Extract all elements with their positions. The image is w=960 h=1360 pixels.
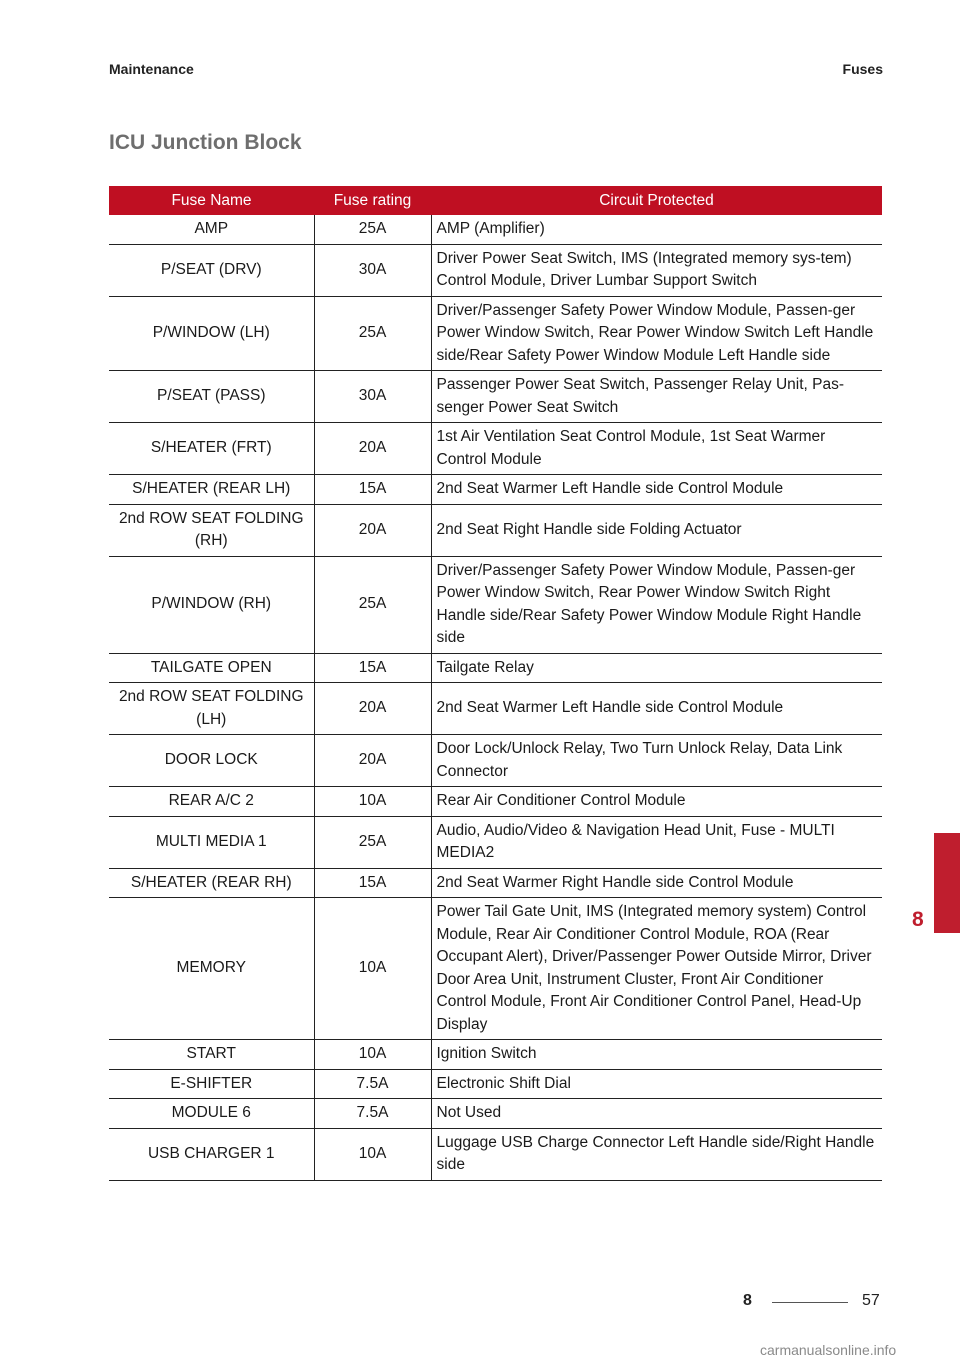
table-row xyxy=(109,816,882,868)
fuse-name-cell: AMP xyxy=(109,215,314,244)
fuse-rating-cell: 10A xyxy=(314,787,431,817)
table-row xyxy=(109,371,882,423)
fuse-rating-cell: 15A xyxy=(314,653,431,683)
fuse-name-cell: DOOR LOCK xyxy=(109,735,314,787)
footer-chapter: 8 xyxy=(743,1292,752,1309)
circuit-cell: Driver/Passenger Safety Power Window Module, Passen-ger Power Window Switch, Rear Power Window Switch Right Handle side/Rear Safety Power Window Module Right Handle side xyxy=(431,556,882,653)
fuse-rating-cell: 25A xyxy=(314,215,431,244)
circuit-cell: Ignition Switch xyxy=(431,1040,882,1070)
circuit-cell: Driver/Passenger Safety Power Window Module, Passen-ger Power Window Switch, Rear Power Window Switch Left Handle side/Rear Safety Power Window Module Left Handle side xyxy=(431,296,882,371)
circuit-cell: Audio, Audio/Video & Navigation Head Unit, Fuse - MULTI MEDIA2 xyxy=(431,816,882,868)
fuse-rating-cell: 25A xyxy=(314,296,431,371)
table-row xyxy=(109,1040,882,1070)
circuit-cell: Driver Power Seat Switch, IMS (Integrated memory sys-tem) Control Module, Driver Lumbar Support Switch xyxy=(431,244,882,296)
table-row xyxy=(109,1128,882,1180)
col-header-fuse-name: Fuse Name xyxy=(109,186,314,215)
fuse-rating-cell: 20A xyxy=(314,735,431,787)
header-topic: Fuses xyxy=(842,61,883,77)
table-row xyxy=(109,735,882,787)
table-row xyxy=(109,296,882,371)
fuse-name-cell: E-SHIFTER xyxy=(109,1069,314,1099)
fuse-name-cell: P/SEAT (PASS) xyxy=(109,371,314,423)
table-row xyxy=(109,423,882,475)
circuit-cell: Door Lock/Unlock Relay, Two Turn Unlock Relay, Data Link Connector xyxy=(431,735,882,787)
fuse-name-cell: MODULE 6 xyxy=(109,1099,314,1129)
table-row xyxy=(109,787,882,817)
table-row xyxy=(109,556,882,653)
col-header-circuit: Circuit Protected xyxy=(431,186,882,215)
circuit-cell: 2nd Seat Warmer Left Handle side Control Module xyxy=(431,475,882,505)
fuse-name-cell: 2nd ROW SEAT FOLDING (RH) xyxy=(109,504,314,556)
col-header-fuse-rating: Fuse rating xyxy=(314,186,431,215)
fuse-name-cell: S/HEATER (REAR LH) xyxy=(109,475,314,505)
table-header-row xyxy=(109,186,882,215)
fuse-name-cell: P/SEAT (DRV) xyxy=(109,244,314,296)
fuse-name-cell: P/WINDOW (RH) xyxy=(109,556,314,653)
circuit-cell: Luggage USB Charge Connector Left Handle side/Right Handle side xyxy=(431,1128,882,1180)
circuit-cell: Power Tail Gate Unit, IMS (Integrated memory system) Control Module, Rear Air Conditioner Control Module, ROA (Rear Occupant Alert), Driver/Passenger Power Outside Mirror, Driver Door Area Unit, Instrument Cluster, Front Air Conditioner Control Module, Front Air Conditioner Control Panel, Head-Up Display xyxy=(431,898,882,1040)
chapter-tab xyxy=(934,833,960,933)
fuse-name-cell: P/WINDOW (LH) xyxy=(109,296,314,371)
table-row xyxy=(109,868,882,898)
fuse-rating-cell: 20A xyxy=(314,683,431,735)
fuse-rating-cell: 20A xyxy=(314,423,431,475)
circuit-cell: AMP (Amplifier) xyxy=(431,215,882,244)
table-row xyxy=(109,504,882,556)
circuit-cell: Not Used xyxy=(431,1099,882,1129)
table-row xyxy=(109,1069,882,1099)
fuse-name-cell: MEMORY xyxy=(109,898,314,1040)
footer-divider xyxy=(772,1302,848,1303)
fuse-rating-cell: 20A xyxy=(314,504,431,556)
fuse-name-cell: USB CHARGER 1 xyxy=(109,1128,314,1180)
fuse-name-cell: TAILGATE OPEN xyxy=(109,653,314,683)
fuse-name-cell: START xyxy=(109,1040,314,1070)
fuse-rating-cell: 7.5A xyxy=(314,1099,431,1129)
fuse-name-cell: MULTI MEDIA 1 xyxy=(109,816,314,868)
circuit-cell: 2nd Seat Warmer Left Handle side Control Module xyxy=(431,683,882,735)
table-row xyxy=(109,683,882,735)
circuit-cell: Electronic Shift Dial xyxy=(431,1069,882,1099)
fuse-rating-cell: 30A xyxy=(314,244,431,296)
fuse-rating-cell: 10A xyxy=(314,1040,431,1070)
fuse-rating-cell: 25A xyxy=(314,816,431,868)
fuse-name-cell: S/HEATER (FRT) xyxy=(109,423,314,475)
footer-page-number: 57 xyxy=(862,1292,880,1309)
fuse-name-cell: 2nd ROW SEAT FOLDING (LH) xyxy=(109,683,314,735)
fuse-rating-cell: 10A xyxy=(314,1128,431,1180)
table-row xyxy=(109,244,882,296)
fuse-rating-cell: 15A xyxy=(314,868,431,898)
table-row xyxy=(109,1099,882,1129)
fuse-name-cell: S/HEATER (REAR RH) xyxy=(109,868,314,898)
circuit-cell: Rear Air Conditioner Control Module xyxy=(431,787,882,817)
fuse-table xyxy=(109,186,882,1181)
table-row xyxy=(109,898,882,1040)
circuit-cell: Tailgate Relay xyxy=(431,653,882,683)
header-section: Maintenance xyxy=(109,61,194,77)
page-title: ICU Junction Block xyxy=(109,131,302,154)
fuse-rating-cell: 7.5A xyxy=(314,1069,431,1099)
circuit-cell: Passenger Power Seat Switch, Passenger Relay Unit, Pas-senger Power Seat Switch xyxy=(431,371,882,423)
fuse-name-cell: REAR A/C 2 xyxy=(109,787,314,817)
circuit-cell: 2nd Seat Right Handle side Folding Actuator xyxy=(431,504,882,556)
fuse-rating-cell: 15A xyxy=(314,475,431,505)
chapter-tab-number: 8 xyxy=(912,908,924,931)
fuse-rating-cell: 10A xyxy=(314,898,431,1040)
circuit-cell: 1st Air Ventilation Seat Control Module, 1st Seat Warmer Control Module xyxy=(431,423,882,475)
table-row xyxy=(109,475,882,505)
watermark: carmanualsonline.info xyxy=(760,1342,897,1358)
table-row xyxy=(109,653,882,683)
fuse-rating-cell: 30A xyxy=(314,371,431,423)
table-row xyxy=(109,215,882,244)
fuse-rating-cell: 25A xyxy=(314,556,431,653)
circuit-cell: 2nd Seat Warmer Right Handle side Control Module xyxy=(431,868,882,898)
